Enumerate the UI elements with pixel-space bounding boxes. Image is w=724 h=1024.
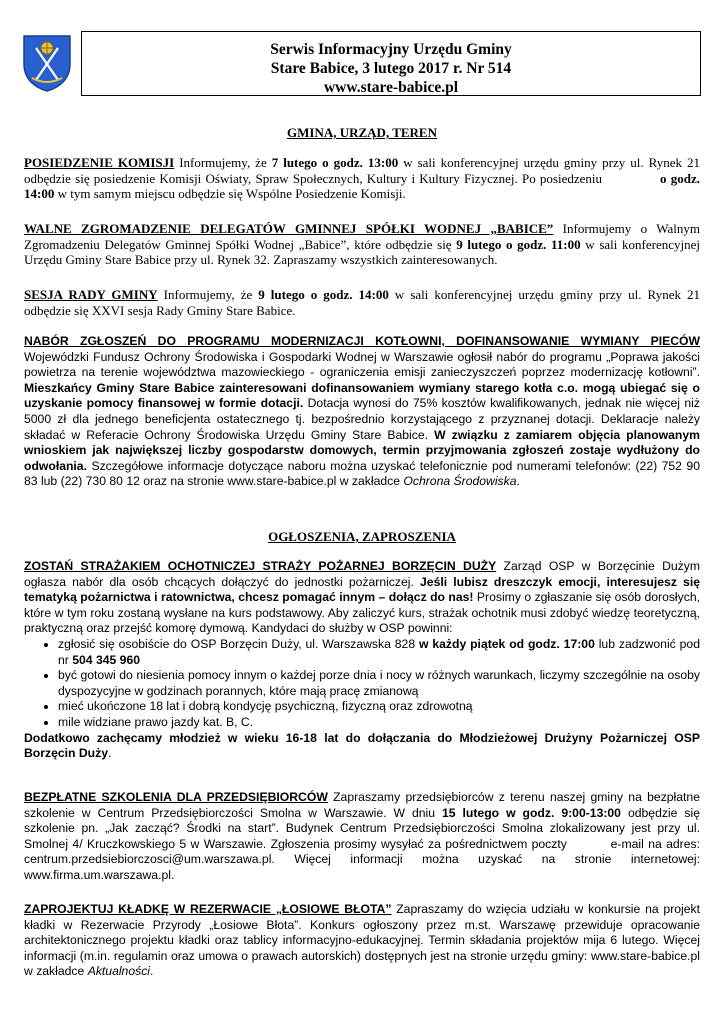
article-szkolenia: BEZPŁATNE SZKOLENIA DLA PRZEDSIĘBIORCÓW Zapraszamy przedsiębiorców z terenu naszej gminy na bezpłatne szkolenie w Centrum Przedsiębiorczości Smolna w Warszawie. W dniu 15 lutego w godz. 9:00-13:00 odbędzie się szkolenie pn. „Jak zacząć? Środki na start”. Budynek Centrum Przedsiębiorczości Smolna zlokalizowany jest przy ul. Smolnej 4/ Kruczkowskiego 5 w Warszawie. Zgłoszenia prosimy wysyłać za pośrednictwem poczty e-mail na adres: centrum.przedsiebiorczosci@um.warszawa.pl. Więcej informacji można uzyskać na stronie internetowej: www.firma.um.warszawa.pl. bbox=[24, 790, 704, 882]
article-title: WALNE ZGROMADZENIE DELEGATÓW GMINNEJ SPÓŁKI WODNEJ „BABICE” bbox=[24, 221, 554, 236]
list-item: • być gotowi do niesienia pomocy innym o każdej porze dnia i nocy w różnych warunkach, liczymy szczególnie na osoby dyspozycyjne w godzinach porannych, które mają pracę zmianową bbox=[58, 668, 700, 699]
article-walne: WALNE ZGROMADZENIE DELEGATÓW GMINNEJ SPÓŁKI WODNEJ „BABICE” Informujemy o Walnym Zgromadzeniu Delegatów Gminnej Spółki Wodnej „Babice”, które odbędzie się 9 lutego o godz. 11:00 w sali konferencyjnej Urzędu Gminy Stare Babice przy ul. Rynek 32. Zapraszamy wszystkich zainteresowanych. bbox=[24, 221, 700, 268]
header-url: www.stare-babice.pl bbox=[323, 79, 459, 96]
coat-of-arms-icon bbox=[22, 34, 72, 92]
list-item: • mieć ukończone 18 lat i dobrą kondycję psychiczną, fizyczną oraz zdrowotną bbox=[58, 699, 700, 715]
requirements-list bbox=[24, 637, 700, 731]
section-title-gmina: GMINA, URZĄD, TEREN bbox=[287, 125, 437, 140]
article-nabor: NABÓR ZGŁOSZEŃ DO PROGRAMU MODERNIZACJI KOTŁOWNI, DOFINANSOWANIE WYMIANY PIECÓW Wojewódzki Fundusz Ochrony Środowiska i Gospodarki Wodnej w Warszawie ogłosił nabór do programu „Poprawa jakości powietrza na terenie województwa mazowieckiego - ograniczenia emisji zanieczyszczeń poprzez modernizację kotłowni”. Mieszkańcy Gminy Stare Babice zainteresowani dofinansowaniem wymiany starego kotła c.o. mogą ubiegać się o uzyskanie pomocy finansowej w formie dotacji. Dotacja wynosi do 75% kosztów kwalifikowanych, jednak nie więcej niż 5000 zł dla jednego beneficjenta ostatecznego tj. bezpośrednio korzystającego z przyznanej dotacji. Deklaracje należy składać w Referacie Ochrony Środowiska Urzędu Gminy Stare Babice. W związku z zamiarem objęcia planowanym wnioskiem jak największej liczby gospodarstw domowych, termin przyjmowania zgłoszeń zostaje wydłużony do odwołania. Szczegółowe informacje dotyczące naboru można uzyskać telefonicznie pod numerami telefonów: (22) 752 90 83 lub (22) 730 80 12 oraz na stronie www.stare-babice.pl w zakładce Ochrona Środowiska. bbox=[24, 334, 700, 489]
article-title: BEZPŁATNE SZKOLENIA DLA PRZEDSIĘBIORCÓW bbox=[24, 790, 328, 804]
article-title: SESJA RADY GMINY bbox=[24, 287, 158, 302]
list-item: • mile widziane prawo jazdy kat. B, C. bbox=[58, 715, 700, 731]
article-title: ZAPROJEKTUJ KŁADKĘ W REZERWACIE „ŁOSIOWE BŁOTA” bbox=[24, 902, 392, 916]
newsletter-header bbox=[81, 31, 701, 96]
article-title: ZOSTAŃ STRAŻAKIEM OCHOTNICZEJ STRAŻY POŻARNEJ BORZĘCIN DUŻY bbox=[24, 559, 497, 573]
article-title: NABÓR ZGŁOSZEŃ DO PROGRAMU MODERNIZACJI KOTŁOWNI, DOFINANSOWANIE WYMIANY PIECÓW bbox=[24, 334, 700, 348]
article-komisja: POSIEDZENIE KOMISJI Informujemy, że 7 lutego o godz. 13:00 w sali konferencyjnej urzędu gminy przy ul. Rynek 21 odbędzie się posiedzenie Komisji Oświaty, Spraw Społecznych, Kultury i Kultury Fizycznej. Po posiedzeniu o godz. 14:00 w tym samym miejscu odbędzie się Wspólne Posiedzenie Komisji. bbox=[24, 155, 700, 202]
header-title: Serwis Informacyjny Urzędu Gminy bbox=[270, 41, 512, 58]
article-kladka: ZAPROJEKTUJ KŁADKĘ W REZERWACIE „ŁOSIOWE BŁOTA” Zapraszamy do wzięcia udziału w konkursie na projekt kładki w Rezerwacie Przyrody „Łosiowe Błota”. Konkurs ogłoszony przez m.st. Warszawę przewiduje opracowanie architektonicznego projektu kładki oraz tablicy informacyjno-edukacyjnej. Termin składania projektów mija 6 lutego. Więcej informacji (m.in. regulamin oraz umowa o prawach autorskich) dostępnych jest na stronie urzędu gminy: www.stare-babice.pl w zakładce Aktualności. bbox=[24, 902, 700, 979]
section-title-ogloszenia: OGŁOSZENIA, ZAPROSZENIA bbox=[268, 529, 456, 544]
article-sesja: SESJA RADY GMINY Informujemy, że 9 lutego o godz. 14:00 w sali konferencyjnej urzędu gminy przy ul. Rynek 21 odbędzie się XXVI sesja Rady Gminy Stare Babice. bbox=[24, 287, 700, 318]
article-osp: ZOSTAŃ STRAŻAKIEM OCHOTNICZEJ STRAŻY POŻARNEJ BORZĘCIN DUŻY Zarząd OSP w Borzęcinie Dużym ogłasza nabór dla osób chcących dołączyć do jednostki pożarniczej. Jeśli lubisz dreszczyk emocji, interesujesz się tematyką pożarnictwa i ratownictwa, chcesz pomagać innym – dołącz do nas! Prosimy o zgłaszanie się osób dorosłych, które w tym roku zostaną wysłane na kurs podstawowy. Aby zaliczyć kurs, strażak ochotnik musi zdobyć wiedzę teoretyczną, praktyczną oraz przejść komorę dymową. Kandydaci do służby w OSP powinni: • zgłosić się osobiście do OSP Borzęcin Duży, ul. Warszawska 828 w każdy piątek od godz. 17:00 lub zadzwonić pod nr 504 345 960 • być gotowi do niesienia pomocy innym o każdej porze dnia i nocy w różnych warunkach, liczymy szczególnie na osoby dyspozycyjne w godzinach porannych, które mają pracę zmianową • mieć ukończone 18 lat i dobrą kondycję psychiczną, fizyczną oraz zdrowotną • mile widziane prawo jazdy kat. B, C. Dodatkowo zachęcamy młodzież w wieku 16-18 lat do dołączania do Młodzieżowej Drużyny Pożarniczej OSP Borzęcin Duży. bbox=[24, 559, 700, 762]
list-item: • zgłosić się osobiście do OSP Borzęcin Duży, ul. Warszawska 828 w każdy piątek od godz. 17:00 lub zadzwonić pod nr 504 345 960 bbox=[58, 637, 700, 668]
header-issue: Stare Babice, 3 lutego 2017 r. Nr 514 bbox=[270, 60, 512, 77]
article-title: POSIEDZENIE KOMISJI bbox=[24, 155, 175, 170]
